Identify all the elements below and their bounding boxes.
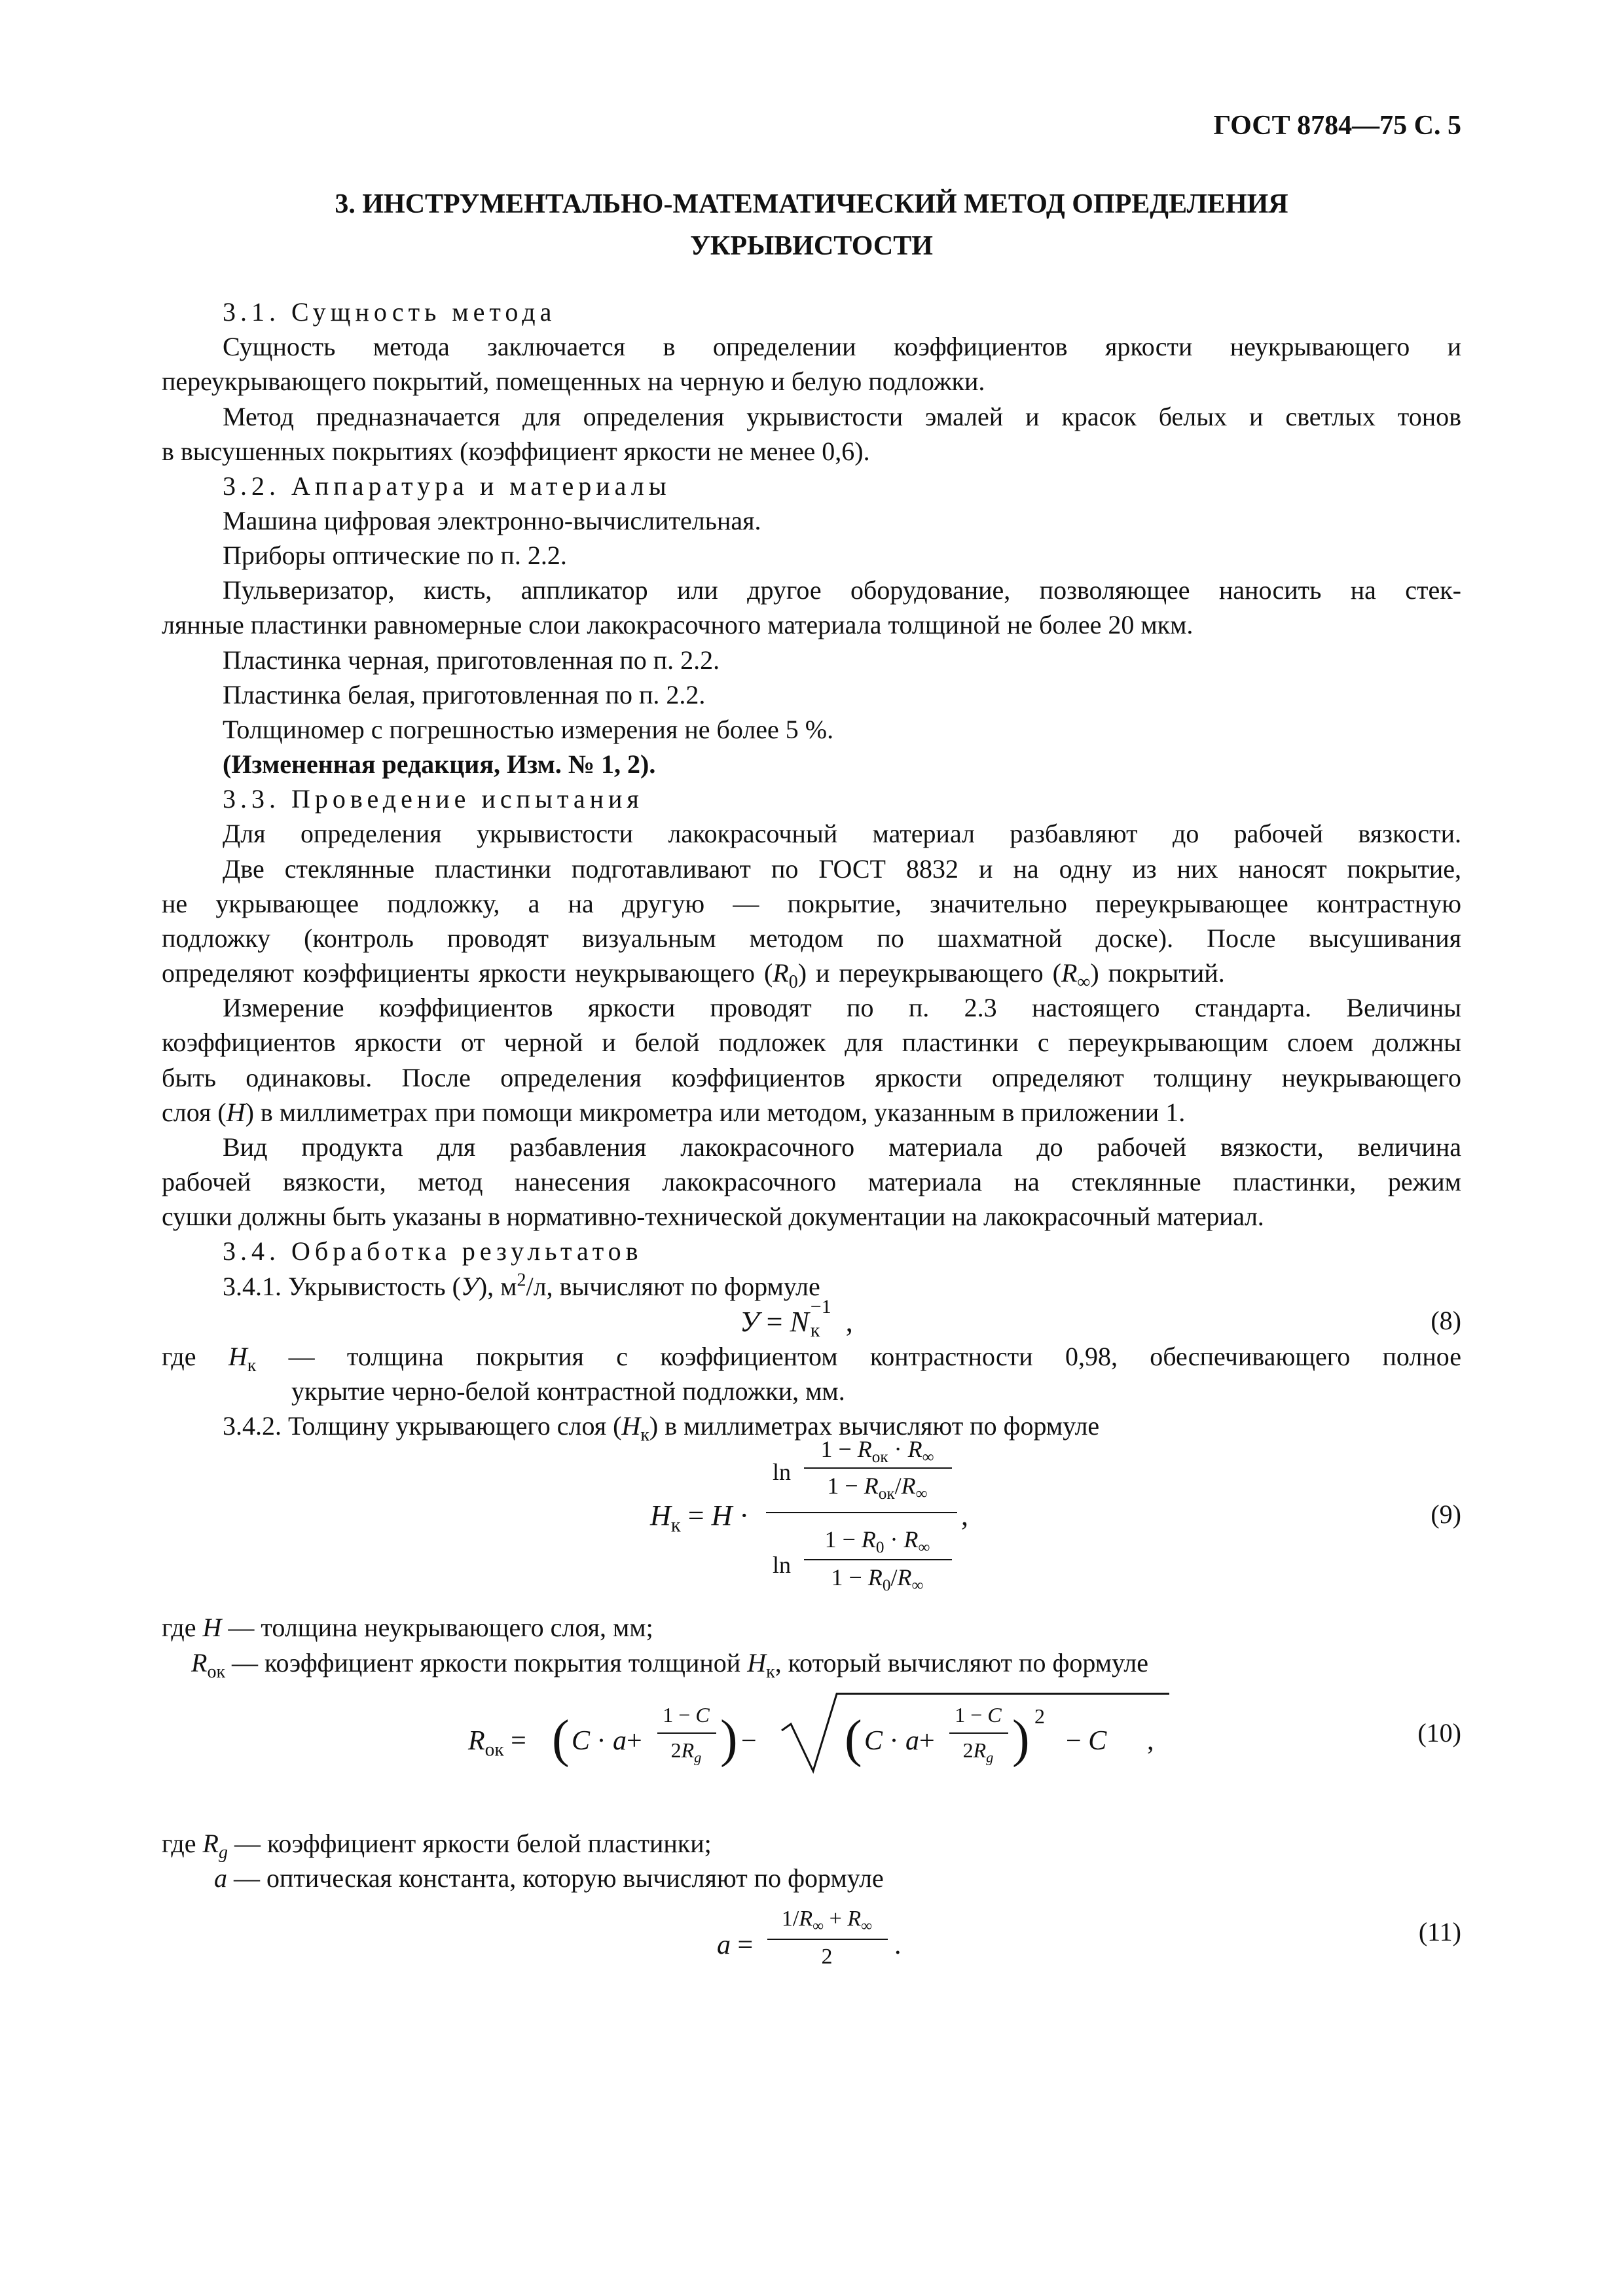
fraction-denominator: 2 bbox=[821, 1945, 833, 1969]
paragraph-line: слоя (H) в миллиметрах при помощи микрометра или методом, указанным в приложении 1. bbox=[162, 1098, 1186, 1127]
formula-9-lhs: $H_к = H$ · bbox=[650, 1499, 750, 1536]
comma: , bbox=[1147, 1726, 1154, 1756]
paragraph-3-4-2: 3.4.2. Толщину укрывающего слоя $(H_к)$ в миллиметрах вычисляют по формуле bbox=[223, 1411, 1100, 1445]
paren-close: ) bbox=[1012, 1710, 1030, 1768]
heading-3-1: 3.1. Сущность метода bbox=[223, 297, 556, 327]
paren-open: ( bbox=[845, 1710, 862, 1768]
paragraph-line: быть одинаковы. После определения коэффициентов яркости определяют толщину неукрывающего bbox=[162, 1063, 1461, 1092]
comma: , bbox=[961, 1499, 968, 1532]
paragraph-line: Метод предназначается для определения укрывистости эмалей и красок белых и светлых тонов bbox=[223, 402, 1461, 431]
numerator-lower: $1 - R_0 \cdot R_\infty$ bbox=[824, 1526, 930, 1557]
fraction-denominator: $2R_g$ bbox=[670, 1738, 702, 1766]
paragraph-line: Сущность метода заключается в определении коэффициентов яркости неукрывающего и bbox=[223, 332, 1461, 361]
equation-number-11: (11) bbox=[1418, 1917, 1461, 1946]
paren-open: ( bbox=[552, 1710, 570, 1768]
list-item: лянные пластинки равномерные слои лакокрасочного материала толщиной не более 20 мкм. bbox=[162, 610, 1194, 639]
paragraph-line: сушки должны быть указаны в нормативно-технической документации на лакокрасочный материал. bbox=[162, 1202, 1264, 1231]
exponent: 2 bbox=[1034, 1704, 1045, 1728]
denominator-upper: $1 - R_{ок}/R_\infty$ bbox=[827, 1473, 928, 1503]
paragraph-line: Вид продукта для разбавления лакокрасочного материала до рабочей вязкости, величина bbox=[223, 1132, 1461, 1162]
period: . bbox=[894, 1930, 902, 1960]
equation-number-9: (9) bbox=[1431, 1499, 1461, 1529]
paragraph-line: переукрывающего покрытий, помещенных на черную и белую подложки. bbox=[162, 367, 985, 396]
formula-11-lhs: a = bbox=[717, 1930, 754, 1960]
list-item: Толщиномер с погрешностью измерения не более 5 %. bbox=[223, 715, 834, 744]
minus: − bbox=[741, 1726, 757, 1756]
where-line: $R_{ок}$ — коэффициент яркости покрытия толщиной $H_к$, который вычисляют по формуле bbox=[191, 1648, 1149, 1682]
fraction-bar bbox=[657, 1732, 716, 1734]
equation-number-8: (8) bbox=[1431, 1306, 1461, 1335]
where-line: где H — толщина неукрывающего слоя, мм; bbox=[162, 1613, 653, 1642]
standard-page-code: ГОСТ 8784—75 С. 5 bbox=[1213, 111, 1461, 141]
term: C · a+ bbox=[572, 1726, 642, 1756]
heading-3-4: 3.4. Обработка результатов bbox=[223, 1236, 643, 1266]
amendment-note: (Измененная редакция, Изм. № 1, 2). bbox=[223, 749, 656, 779]
where-line: где $R_g$ — коэффициент яркости белой пластинки; bbox=[162, 1829, 712, 1863]
list-item: Пластинка черная, приготовленная по п. 2.2. bbox=[223, 645, 720, 675]
denominator-lower: $1 - R_0/R_\infty$ bbox=[831, 1564, 924, 1595]
fraction-bar bbox=[949, 1732, 1008, 1734]
section-title-line-1: 3. ИНСТРУМЕНТАЛЬНО-МАТЕМАТИЧЕСКИЙ МЕТОД ОПРЕДЕЛЕНИЯ bbox=[335, 189, 1288, 219]
paragraph-line: рабочей вязкости, метод нанесения лакокрасочного материала на стеклянные пластинки, режим bbox=[162, 1167, 1461, 1196]
list-item: Пульверизатор, кисть, аппликатор или другое оборудование, позволяющее наносить на стек- bbox=[223, 575, 1461, 605]
equation-number-10: (10) bbox=[1417, 1718, 1461, 1748]
fraction-numerator: 1 − C bbox=[955, 1703, 1002, 1727]
paragraph-line: Две стеклянные пластинки подготавливают по ГОСТ 8832 и на одну из них наносят покрытие, bbox=[223, 854, 1461, 884]
fraction-numerator: 1 − C bbox=[663, 1703, 710, 1727]
where-line: укрытие черно-белой контрастной подложки, мм. bbox=[291, 1376, 845, 1406]
paragraph-line: Измерение коэффициентов яркости проводят по п. 2.3 настоящего стандарта. Величины bbox=[223, 993, 1461, 1022]
term: − C bbox=[1066, 1726, 1107, 1756]
list-item: Приборы оптические по п. 2.2. bbox=[223, 541, 567, 570]
paragraph-line: не укрывающее подложку, а на другую — покрытие, значительно переукрывающее контрастную bbox=[162, 889, 1461, 918]
where-line: где $H_к$ — толщина покрытия с коэффициентом контрастности 0,98, обеспечивающего полное bbox=[162, 1342, 1461, 1376]
term: C · a+ bbox=[864, 1726, 935, 1756]
where-line: a — оптическая константа, которую вычисляют по формуле bbox=[214, 1863, 884, 1893]
paragraph-line: Для определения укрывистости лакокрасочный материал разбавляют до рабочей вязкости. bbox=[223, 819, 1461, 848]
fraction-bar bbox=[767, 1939, 888, 1940]
list-item: Машина цифровая электронно-вычислительная. bbox=[223, 506, 761, 535]
fraction-denominator: $2R_g$ bbox=[962, 1738, 994, 1766]
paragraph-line: подложку (контроль проводят визуальным методом по шахматной доске). После высушивания bbox=[162, 924, 1461, 953]
formula-10-lhs: $R_{ок}$ = bbox=[468, 1726, 526, 1761]
paragraph-line: определяют коэффициенты яркости неукрывающего $(R_0)$ и переукрывающего $(R_\infty)$ покрытий. bbox=[162, 958, 1225, 992]
list-item: Пластинка белая, приготовленная по п. 2.2. bbox=[223, 680, 706, 709]
paren-close: ) bbox=[720, 1710, 738, 1768]
numerator-upper: $1 - R_{ок} \cdot R_\infty$ bbox=[820, 1436, 934, 1467]
main-fraction-bar bbox=[766, 1512, 957, 1513]
fraction-numerator: $1/R_\infty + R_\infty$ bbox=[781, 1907, 873, 1935]
formula-8: У = N −1 к , bbox=[740, 1296, 853, 1341]
paragraph-line: коэффициентов яркости от черной и белой подложек для пластинки с переукрывающим слоем должны bbox=[162, 1028, 1461, 1057]
section-title-line-2: УКРЫВИСТОСТИ bbox=[690, 231, 933, 261]
heading-3-2: 3.2. Аппаратура и материалы bbox=[223, 471, 671, 501]
ln-lower: ln bbox=[773, 1552, 792, 1578]
heading-3-3: 3.3. Проведение испытания bbox=[223, 784, 644, 814]
fraction-bar bbox=[804, 1467, 952, 1469]
paragraph-3-4-1: 3.4.1. Укрывистость (У), $м^2/л$, вычисляют по формуле bbox=[223, 1270, 820, 1301]
fraction-bar bbox=[804, 1559, 952, 1560]
ln-upper: ln bbox=[773, 1459, 792, 1485]
paragraph-line: в высушенных покрытиях (коэффициент яркости не менее 0,6). bbox=[162, 437, 870, 466]
